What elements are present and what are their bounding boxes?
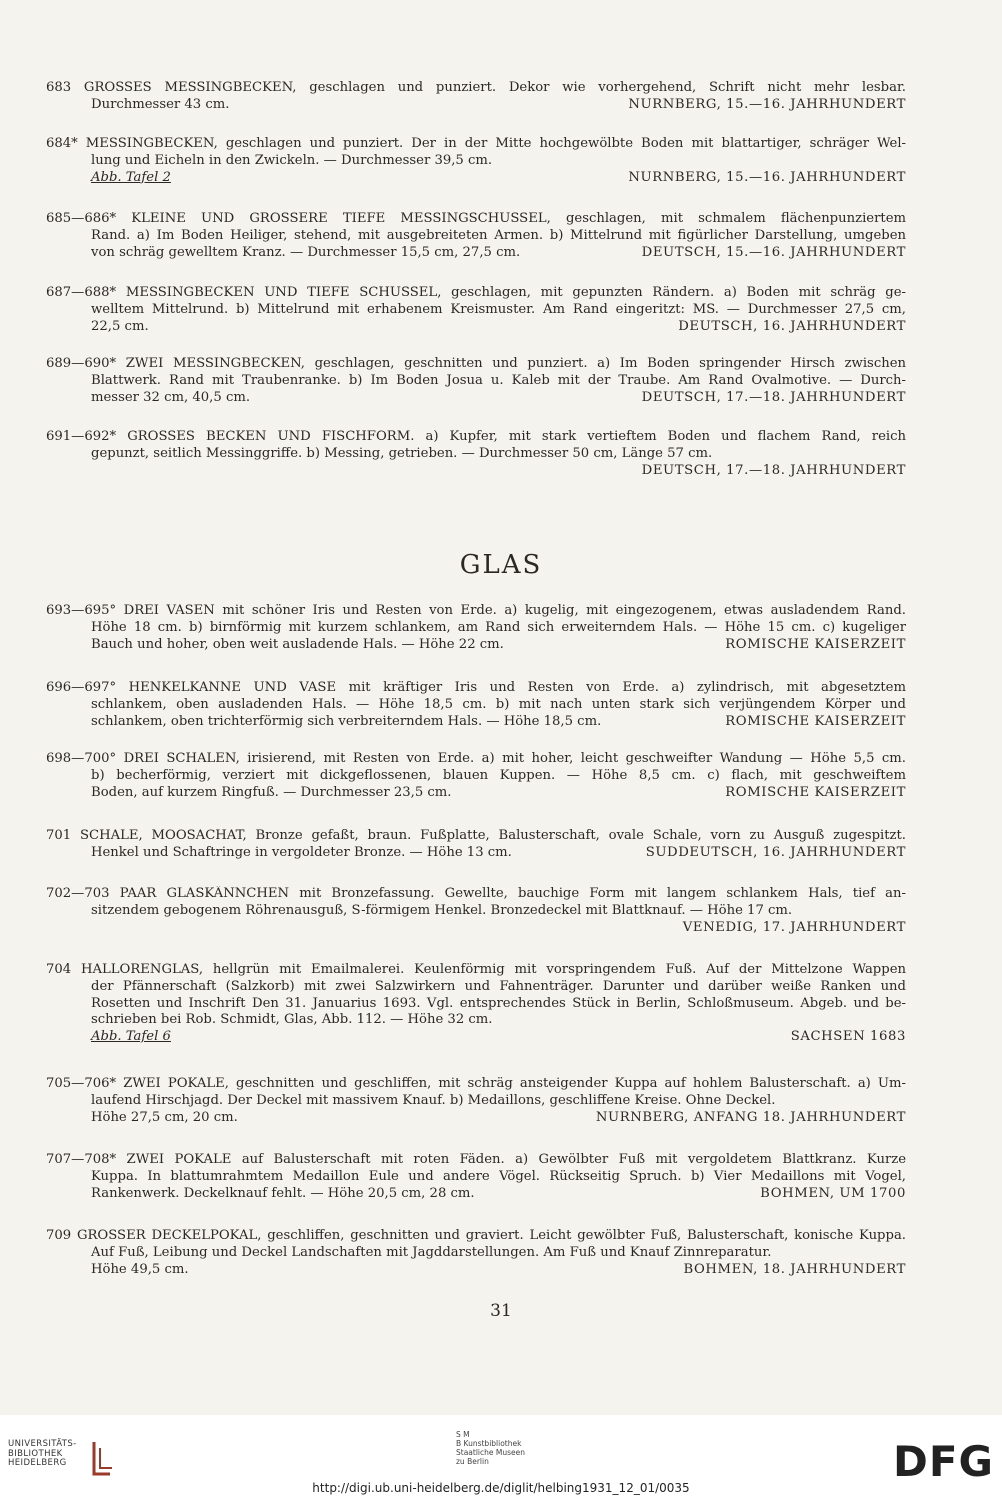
catalog-entry <box>46 1228 906 1278</box>
entry-footer-line <box>46 714 906 731</box>
catalog-entry <box>46 886 906 936</box>
entry-origin: SACHSEN 1683 <box>790 1029 906 1045</box>
entry-origin: DEUTSCH, 15.—16. JAHRHUNDERT <box>641 244 906 260</box>
page-number: 31 <box>490 1301 512 1321</box>
entry-title-line: 705—706* ZWEI POKALE, geschnitten und geschliffen, mit schräg ansteigender Kuppa auf hohlem Balusterschaft. a) Um- <box>46 1076 906 1091</box>
entry-footer-line <box>46 390 906 407</box>
entry-title-line: 687—688* MESSINGBECKEN UND TIEFE SCHÜSSEL, geschlagen, mit gepunzten Rändern. a) Boden mit schräg ge- <box>46 285 906 300</box>
catalog-entry <box>46 751 906 801</box>
entry-origin: VENEDIG, 17. JAHRHUNDERT <box>682 919 906 935</box>
smb-line-2: B Kunstbibliothek <box>456 1439 522 1448</box>
section-heading: GLAS <box>459 550 543 580</box>
entry-title-line: 693—695° DREI VASEN mit schöner Iris und Resten von Erde. a) kugelig, mit eingezogenem, etwas ausladendem Rand. <box>46 603 906 618</box>
university-emblem-icon <box>86 1438 116 1478</box>
entry-origin: NÜRNBERG, 15.—16. JAHRHUNDERT <box>628 169 906 185</box>
entry-dimensions: Durchmesser 43 cm. <box>91 96 230 112</box>
entry-title-line: 704 HALLORENGLAS, hellgrün mit Emailmalerei. Keulenförmig mit vorspringendem Fuß. Auf der Mittelzone Wappen <box>46 962 906 977</box>
entry-title-line: 685—686* KLEINE UND GRÖSSERE TIEFE MESSINGSCHÜSSEL, geschlagen, mit schmalem flächenpunziertem <box>46 211 906 226</box>
entry-title-line: 707—708* ZWEI POKALE auf Balusterschaft mit roten Fäden. a) Gewölbter Fuß mit vergoldetem Blattkranz. Kurze <box>46 1152 906 1167</box>
entry-dimensions: Bauch und hoher, oben weit ausladende Hals. — Höhe 22 cm. <box>91 636 504 652</box>
entry-dimensions: 22,5 cm. <box>91 318 149 334</box>
catalog-entry <box>46 828 906 862</box>
entry-origin: RÖMISCHE KAISERZEIT <box>725 713 906 729</box>
entry-text-line: Rosetten und Inschrift Den 31. Januarius 1693. Vgl. entsprechendes Stück in Berlin, Schloßmuseum. Abgeb. und be- <box>91 995 906 1011</box>
entry-footer-line <box>46 785 906 802</box>
entry-title-line: 696—697° HENKELKANNE UND VASE mit kräftiger Iris und Resten von Erde. a) zylindrisch, mit abgesetztem <box>46 680 906 695</box>
entry-footer-line <box>46 1029 906 1046</box>
entry-title-line: 702—703 PAAR GLASKÄNNCHEN mit Bronzefassung. Gewellte, bauchige Form mit langem schlankem Hals, tief an- <box>46 886 906 901</box>
entry-text-line: Höhe 18 cm. b) birnförmig mit kurzem schlankem, am Rand sich erweiterndem Hals. — Höhe 15 cm. c) kugeliger <box>91 619 906 635</box>
entry-origin: DEUTSCH, 17.—18. JAHRHUNDERT <box>641 462 906 478</box>
entry-footer-line <box>46 920 906 937</box>
smb-line-4: zu Berlin <box>456 1457 489 1466</box>
entry-origin: NÜRNBERG, ANFANG 18. JAHRHUNDERT <box>595 1109 906 1125</box>
entry-title-line: 683 GROSSES MESSINGBECKEN, geschlagen und punziert. Dekor wie vorhergehend, Schrift nicht mehr lesbar. <box>46 80 906 95</box>
entry-dimensions: Höhe 49,5 cm. <box>91 1261 189 1277</box>
entry-footer-line <box>46 463 906 480</box>
entry-text-line: lung und Eicheln in den Zwickeln. — Durchmesser 39,5 cm. <box>91 152 493 168</box>
entry-footer-line <box>46 245 906 262</box>
entry-dimensions: Henkel und Schaftringe in vergoldeter Bronze. — Höhe 13 cm. <box>91 844 512 860</box>
catalog-entry <box>46 1152 906 1202</box>
entry-footer-line <box>46 1262 906 1279</box>
university-line-2: BIBLIOTHEK <box>8 1448 63 1459</box>
entry-origin: SÜDDEUTSCH, 16. JAHRHUNDERT <box>645 844 906 860</box>
smb-logo[interactable] <box>456 1430 525 1466</box>
catalog-entry <box>46 80 906 114</box>
entry-origin: RÖMISCHE KAISERZEIT <box>725 784 906 800</box>
catalog-entry <box>46 680 906 730</box>
entry-text-line: laufend Hirschjagd. Der Deckel mit massivem Knauf. b) Medaillons, geschliffene Kreise. Ohne Deckel. <box>91 1092 776 1108</box>
entry-origin: DEUTSCH, 16. JAHRHUNDERT <box>678 318 906 334</box>
entry-footer-line <box>46 1186 906 1203</box>
catalog-entry <box>46 285 906 335</box>
dfg-logo[interactable]: DFG <box>893 1437 995 1486</box>
entry-title-line: 689—690* ZWEI MESSINGBECKEN, geschlagen, geschnitten und punziert. a) Im Boden springender Hirsch zwischen <box>46 356 906 371</box>
catalog-entry <box>46 962 906 1046</box>
catalog-entry <box>46 356 906 406</box>
entry-origin: BÖHMEN, UM 1700 <box>760 1185 906 1201</box>
smb-line-3: Staatliche Museen <box>456 1448 525 1457</box>
plate-reference: Abb. Tafel 6 <box>91 1029 171 1045</box>
entry-text-line: welltem Mittelrund. b) Mittelrund mit erhabenem Kreismuster. Am Rand eingeritzt: MS. — Durchmesser 27,5 cm, <box>91 301 906 317</box>
entry-text-line: schlankem, oben ausladenden Hals. — Höhe 18,5 cm. b) mit nach unten stark sich verjüngendem Körper und <box>91 696 906 712</box>
entry-footer-line <box>46 1110 906 1127</box>
entry-title-line: 691—692* GROSSES BECKEN UND FISCHFORM. a) Kupfer, mit stark vertieftem Boden und flachem Rand, reich <box>46 429 906 444</box>
university-line-1: UNIVERSITÄTS- <box>8 1439 77 1449</box>
catalog-entry <box>46 429 906 479</box>
entry-text-line: der Pfännerschaft (Salzkorb) mit zwei Salzwirkern und Fahnenträger. Darunter und darüber weiße Ranken und <box>91 978 906 994</box>
entry-text-line: gepunzt, seitlich Messinggriffe. b) Messing, getrieben. — Durchmesser 50 cm, Länge 57 cm. <box>91 445 713 461</box>
entry-footer-line <box>46 170 906 187</box>
entry-title-line: 709 GROSSER DECKELPOKAL, geschliffen, geschnitten und graviert. Leicht gewölbter Fuß, Balusterschaft, konische Kuppa. <box>46 1228 906 1243</box>
entry-title-line: 684* MESSINGBECKEN, geschlagen und punziert. Der in der Mitte hochgewölbte Boden mit blattartiger, schräger Wel- <box>46 136 906 151</box>
university-line-3: HEIDELBERG <box>8 1458 67 1468</box>
entry-origin: NÜRNBERG, 15.—16. JAHRHUNDERT <box>628 96 906 112</box>
entry-footer-line <box>46 845 906 862</box>
entry-dimensions: schlankem, oben trichterförmig sich verbreiterndem Hals. — Höhe 18,5 cm. <box>91 713 602 729</box>
entry-footer-line <box>46 637 906 654</box>
entry-text-line: schrieben bei Rob. Schmidt, Glas, Abb. 112. — Höhe 32 cm. <box>91 1012 493 1028</box>
entry-text-line: Blattwerk. Rand mit Traubenranke. b) Im Boden Josua u. Kaleb mit der Traube. Am Rand Ovalmotive. — Durch- <box>91 372 906 388</box>
entry-text-line: Kuppa. In blattumrahmtem Medaillon Eule und andere Vögel. Rückseitig Spruch. b) Vier Medaillons mit Vogel, <box>91 1168 906 1184</box>
entry-dimensions: messer 32 cm, 40,5 cm. <box>91 389 251 405</box>
entry-text-line: sitzendem gebogenem Röhrenausguß, S-förmigem Henkel. Bronzedeckel mit Blattknauf. — Höhe 17 cm. <box>91 902 793 918</box>
smb-line-1: S M <box>456 1430 470 1439</box>
catalog-entry <box>46 1076 906 1126</box>
catalog-entry <box>46 136 906 186</box>
entry-text-line: Rand. a) Im Boden Heiliger, stehend, mit ausgebreiteten Armen. b) Mittelrund mit figürlicher Darstellung, umgeben <box>91 227 906 243</box>
entry-title-line: 701 SCHALE, MOOSACHAT, Bronze gefaßt, braun. Fußplatte, Balusterschaft, ovale Schale, vorn zu Ausguß zugespitzt. <box>46 828 906 843</box>
plate-reference: Abb. Tafel 2 <box>91 169 171 185</box>
entry-footer-line <box>46 97 906 114</box>
entry-title-line: 698—700° DREI SCHALEN, irisierend, mit Resten von Erde. a) mit hoher, leicht geschweifter Wandung — Höhe 5,5 cm. <box>46 751 906 766</box>
entry-origin: RÖMISCHE KAISERZEIT <box>725 636 906 652</box>
entry-footer-line <box>46 319 906 336</box>
permalink-url[interactable]: http://digi.ub.uni-heidelberg.de/diglit/helbing1931_12_01/0035 <box>312 1481 690 1495</box>
entry-origin: DEUTSCH, 17.—18. JAHRHUNDERT <box>641 389 906 405</box>
entry-text-line: Auf Fuß, Leibung und Deckel Landschaften mit Jagddarstellungen. Am Fuß und Knauf Zinnreparatur. <box>91 1244 772 1260</box>
entry-dimensions: Höhe 27,5 cm, 20 cm. <box>91 1109 238 1125</box>
catalog-entry <box>46 211 906 261</box>
entry-origin: BÖHMEN, 18. JAHRHUNDERT <box>683 1261 906 1277</box>
entry-dimensions: Boden, auf kurzem Ringfuß. — Durchmesser 23,5 cm. <box>91 784 452 800</box>
university-library-logo[interactable] <box>8 1440 77 1469</box>
entry-dimensions: von schräg gewelltem Kranz. — Durchmesser 15,5 cm, 27,5 cm. <box>91 244 521 260</box>
entry-text-line: b) becherförmig, verziert mit dickgeflossenen, blauen Kuppen. — Höhe 8,5 cm. c) flach, mit geschweiftem <box>91 767 906 783</box>
entry-dimensions: Rankenwerk. Deckelknauf fehlt. — Höhe 20,5 cm, 28 cm. <box>91 1185 475 1201</box>
catalog-entry <box>46 603 906 653</box>
